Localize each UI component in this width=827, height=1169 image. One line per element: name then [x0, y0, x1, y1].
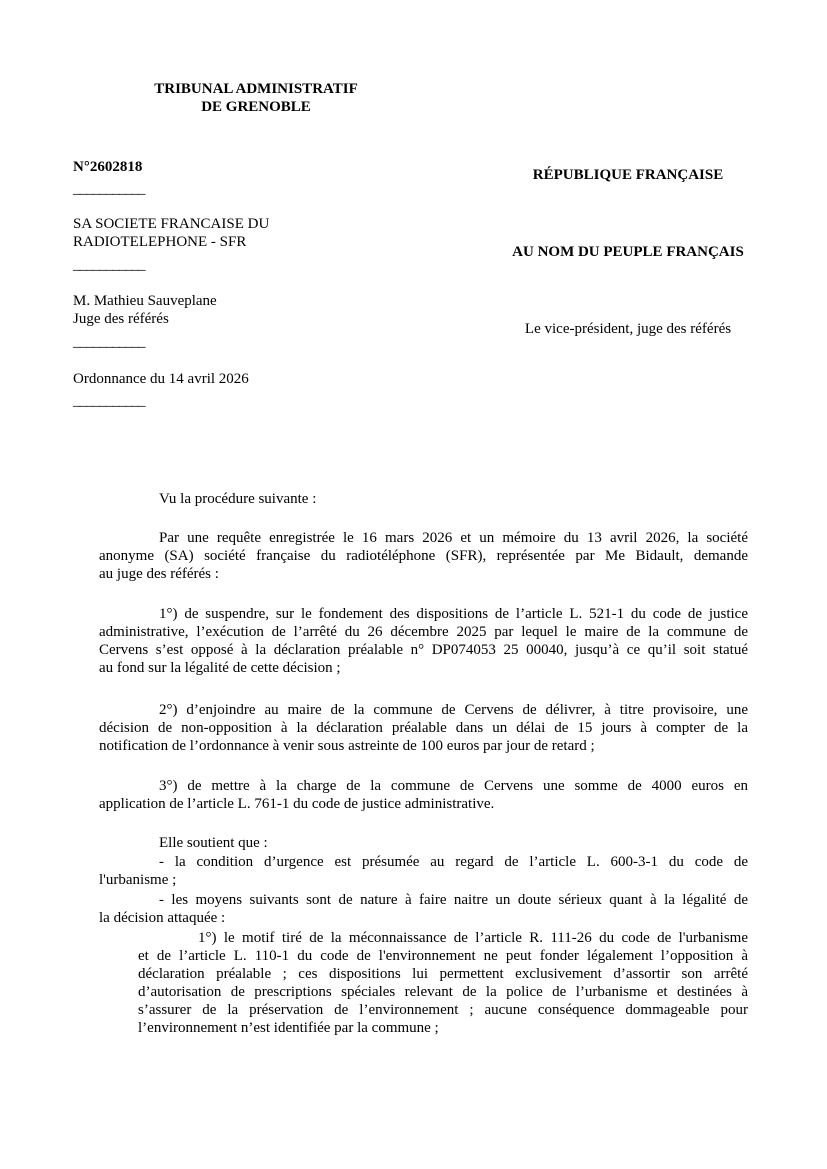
court-name-line1: TRIBUNAL ADMINISTRATIF: [154, 81, 358, 97]
separator: ___________: [73, 334, 145, 350]
paragraph-line: application de l’article L. 761-1 du code de justice administrative.: [99, 796, 495, 812]
paragraph-line: 1°) le motif tiré de la méconnaissance de l’article R. 111-26 du code de l'urbanisme: [198, 930, 748, 946]
case-number: N°2602818: [73, 159, 143, 175]
court-name: [70, 80, 442, 116]
paragraph-line: déclaration préalable ; ces dispositions lui permettent exclusivement d’assortir son arrêté: [138, 966, 748, 982]
point2-paragraph: [99, 701, 748, 755]
means-paragraph: [99, 891, 748, 927]
paragraph-line: administrative, l’exécution de l’arrêté du 26 décembre 2025 par lequel le maire de la commune de: [99, 624, 748, 640]
paragraph-line: l’environnement n’est identifiée par la commune ;: [138, 1020, 439, 1036]
paragraph-line: s’assurer de la préservation de l’environnement ; aucune conséquence dommageable pour: [138, 1002, 748, 1018]
point3-paragraph: [99, 777, 748, 813]
paragraph-line: 2°) d’enjoindre au maire de la commune de Cervens de délivrer, à titre provisoire, une: [159, 702, 748, 718]
separator: ___________: [73, 257, 145, 273]
paragraph-line: [99, 547, 748, 565]
urgency-paragraph: [99, 853, 748, 889]
point1-paragraph: [99, 605, 748, 677]
order-date: Ordonnance du 14 avril 2026: [73, 371, 249, 387]
paragraph-line: au fond sur la légalité de cette décision ;: [99, 660, 341, 676]
paragraph-line: - les moyens suivants sont de nature à faire naitre un doute sérieux quant à la légalité de: [159, 892, 748, 908]
request-paragraph: [99, 529, 748, 583]
paragraph-line: et de l’article L. 110-1 du code de l'environnement ne peut fonder légalement l’opposition à: [138, 948, 748, 964]
judge-role: Juge des référés: [73, 311, 169, 327]
paragraph-line: d’autorisation de prescriptions spéciales relevant de la police de l’urbanisme et destinées à: [138, 984, 748, 1000]
paragraph-line: décision de non-opposition à la déclaration préalable dans un délai de 15 jours à compter de la: [99, 720, 748, 736]
paragraph-line: Par une requête enregistrée le 16 mars 2026 et un mémoire du 13 avril 2026, la société: [159, 530, 748, 546]
separator: ___________: [73, 181, 145, 197]
paragraph-line: 1°) de suspendre, sur le fondement des dispositions de l’article L. 521-1 du code de justice: [159, 606, 748, 622]
paragraph-line: - la condition d’urgence est présumée au regard de l’article L. 600-3-1 du code de: [159, 854, 748, 870]
request-line-text: anonyme (SA) société française du radiotéléphone (SFR), représentée par Me Bidault, demande: [99, 548, 748, 564]
paragraph-line: Cervens s’est opposé à la déclaration préalable n° DP074053 25 00040, jusqu’à ce qu’il soit statué: [99, 642, 748, 658]
people-heading: AU NOM DU PEUPLE FRANÇAIS: [512, 244, 744, 260]
procedure-intro: Vu la procédure suivante :: [159, 491, 317, 507]
party-name-line1: SA SOCIETE FRANCAISE DU: [73, 216, 270, 232]
party-name-line2: RADIOTELEPHONE - SFR: [73, 234, 247, 250]
vice-president-title: Le vice-président, juge des référés: [524, 321, 732, 337]
judge-name: M. Mathieu Sauveplane: [73, 293, 217, 309]
paragraph-line: notification de l’ordonnance à venir sous astreinte de 100 euros par jour de retard ;: [99, 738, 595, 754]
argues-intro: Elle soutient que :: [159, 835, 268, 851]
paragraph-line: la décision attaquée :: [99, 910, 226, 926]
paragraph-line: l'urbanisme ;: [99, 872, 177, 888]
party-name: [73, 215, 269, 251]
republic-heading: RÉPUBLIQUE FRANÇAISE: [532, 167, 724, 183]
paragraph-line: au juge des référés :: [99, 566, 219, 582]
separator: ___________: [73, 393, 145, 409]
paragraph-line: 3°) de mettre à la charge de la commune de Cervens une somme de 4000 euros en: [159, 778, 748, 794]
judge-block: [73, 292, 217, 328]
means-point1-paragraph: [138, 929, 748, 1037]
court-name-line2: DE GRENOBLE: [201, 99, 311, 115]
